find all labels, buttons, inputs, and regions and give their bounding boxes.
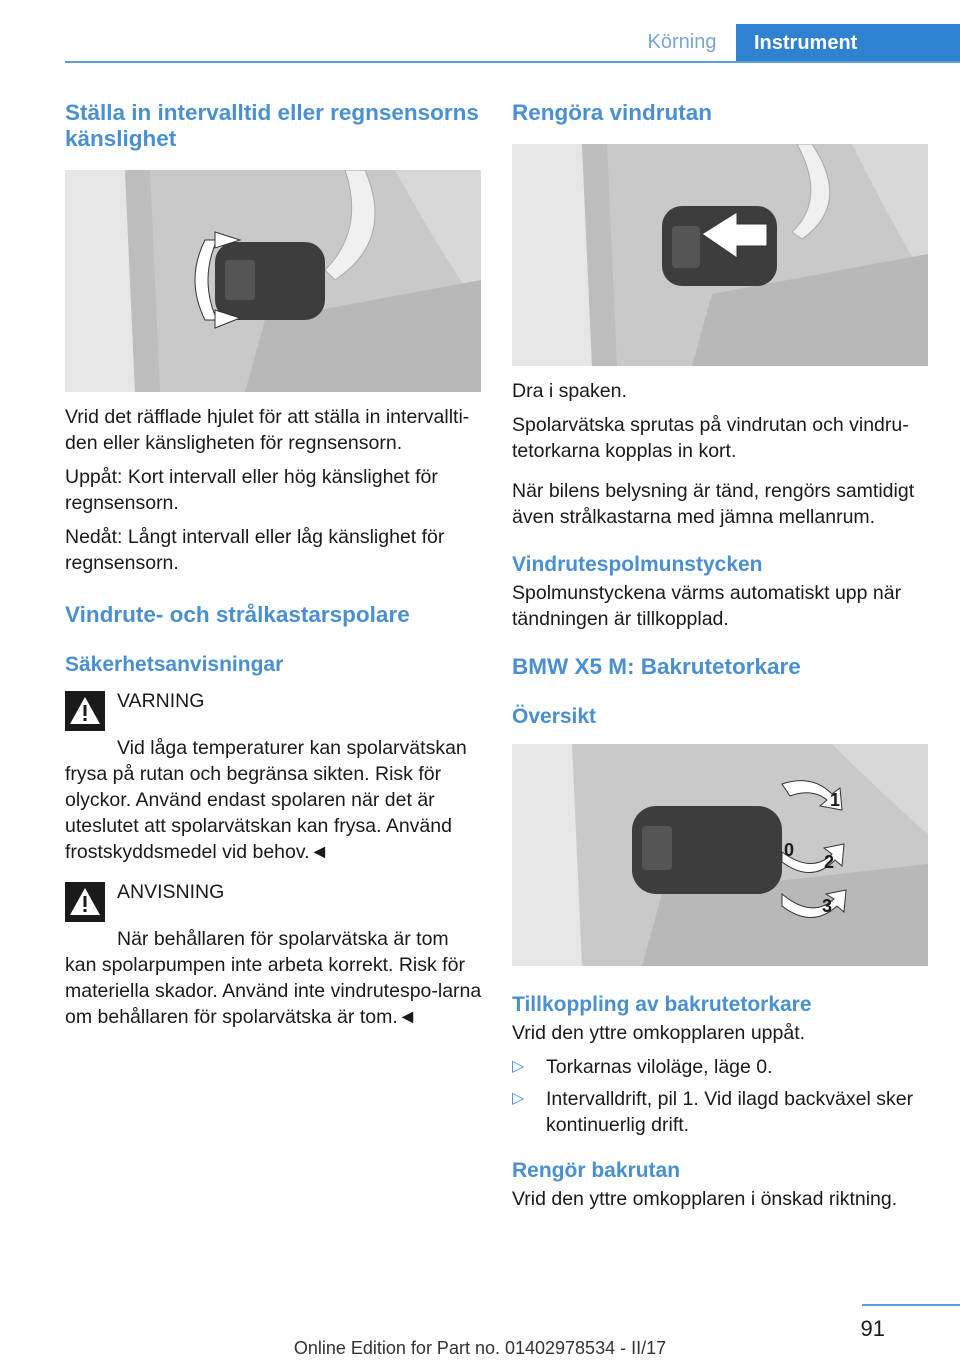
- paragraph: Spolarvätska sprutas på vindrutan och vindru‐tetorkarna kopplas in kort.: [512, 414, 909, 462]
- paragraph: Vrid den yttre omkopplaren i önskad riktning.: [512, 1188, 898, 1210]
- footer-divider: [862, 1304, 960, 1306]
- header-divider: [65, 61, 960, 63]
- figure-wiper-wheel: [65, 170, 481, 392]
- triangle-right-icon: ▷: [512, 1058, 525, 1075]
- list-item: [512, 1054, 932, 1080]
- left-column: [65, 100, 485, 1030]
- washer-lever-illustration: [512, 144, 928, 366]
- list-item: [512, 1086, 932, 1138]
- paragraph: Vrid det räfflade hjulet för att ställa in intervallti‐den eller känsligheten för regnsensorn.: [65, 406, 470, 454]
- figure-label-2: 2: [824, 852, 835, 872]
- figure-washer-pull: [512, 144, 928, 366]
- list-item-text: Intervalldrift, pil 1. Vid ilagd backväxel sker kontinuerlig drift.: [546, 1088, 914, 1136]
- subsection-title-oversikt: Översikt: [512, 705, 597, 728]
- paragraph: Dra i spaken.: [512, 380, 627, 402]
- footer-edition: Online Edition for Part no. 01402978534 - II/17: [293, 1338, 667, 1358]
- figure-label-3: 3: [822, 896, 833, 916]
- paragraph: Vrid den yttre omkopplaren uppåt.: [512, 1022, 806, 1044]
- section-title-rengora: Rengöra vindrutan: [512, 100, 713, 125]
- section-title-interval: Ställa in intervalltid eller regnsensorns känslighet: [65, 100, 479, 151]
- notice-text: När behållaren för spolarvätska är tom kan spolarpumpen inte arbeta korrekt. Risk för materiella skador. Använd inte vindrutespo‐larna om behållaren för spolarvätska är tom.◄: [65, 928, 482, 1028]
- subsection-title-rengor-bakrutan: Rengör bakrutan: [512, 1159, 681, 1182]
- figure-label-1: 1: [830, 790, 841, 810]
- notice-title: ANVISNING: [117, 881, 225, 903]
- subsection-title-tillkoppling: Tillkoppling av bakrutetorkare: [512, 993, 812, 1016]
- figure-rear-wiper: [512, 744, 928, 966]
- section-title-spolare: Vindrute- och strålkastarspolare: [65, 602, 410, 627]
- wiper-wheel-illustration: [65, 170, 481, 392]
- warning-triangle-icon: [65, 691, 105, 731]
- tab-instrument[interactable]: Instrument: [736, 24, 960, 63]
- list-item-text: Torkarnas viloläge, läge 0.: [546, 1056, 773, 1078]
- subsection-title-munstycken: Vindrutespolmunstycken: [512, 553, 763, 576]
- rear-wiper-illustration: [512, 744, 928, 966]
- warning-title: VARNING: [117, 690, 205, 712]
- notice-block: [65, 879, 485, 922]
- subsection-title-safety: Säkerhetsanvisningar: [65, 653, 284, 676]
- paragraph: Uppåt: Kort intervall eller hög känslighet för regnsensorn.: [65, 466, 438, 514]
- warning-block: [65, 688, 485, 731]
- figure-label-0: 0: [784, 840, 795, 860]
- paragraph: När bilens belysning är tänd, rengörs samtidigt även strålkastarna med jämna mellanrum.: [512, 480, 915, 528]
- paragraph: Spolmunstyckena värms automatiskt upp när tändningen är tillkopplad.: [512, 582, 902, 630]
- page-number: 91: [860, 1316, 885, 1341]
- right-column: [512, 100, 932, 1212]
- warning-triangle-icon: [65, 882, 105, 922]
- triangle-right-icon: ▷: [512, 1090, 525, 1107]
- section-title-bakrutetorkare: BMW X5 M: Bakrutetorkare: [512, 654, 801, 679]
- tab-korning[interactable]: Körning: [647, 31, 717, 53]
- paragraph: Nedåt: Långt intervall eller låg känslighet för regnsensorn.: [65, 526, 445, 574]
- warning-text: Vid låga temperaturer kan spolarvätskan frysa på rutan och begränsa sikten. Risk för olyckor. Använd endast spolaren när det är uteslutet att spolarvätskan kan frysa. Använd frostskyddsmedel vid behov.◄: [65, 737, 467, 863]
